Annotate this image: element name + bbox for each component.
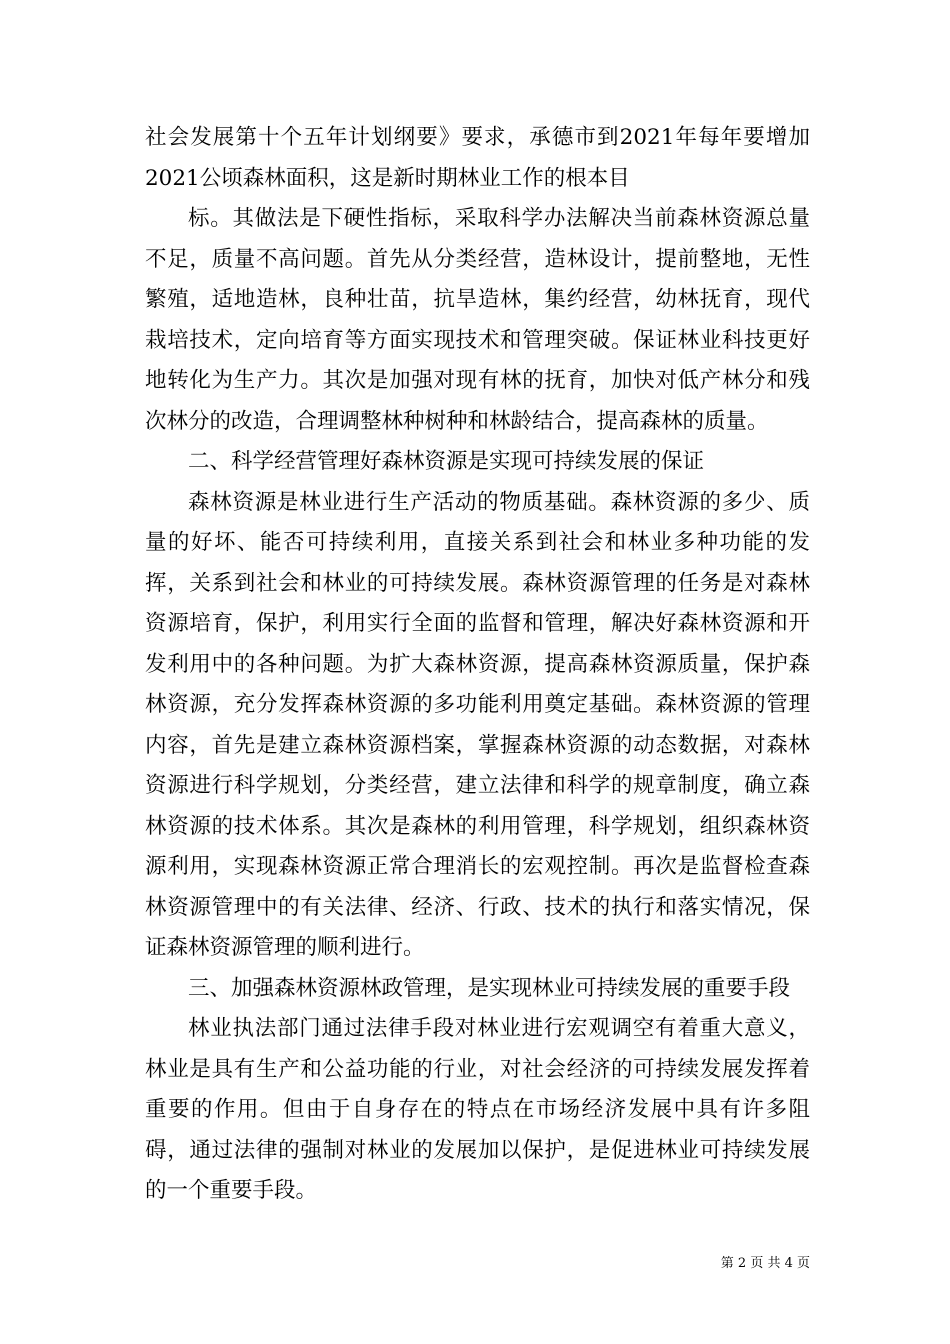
document-body [145,118,810,1212]
paragraph-2: 标。其做法是下硬性指标，采取科学办法解决当前森林资源总量不足，质量不高问题。首先从分类经营，造林设计，提前整地，无性繁殖，适地造林，良种壮苗，抗旱造林，集约经营，幼林抚育，现代栽培技术，定向培育等方面实现技术和管理突破。保证林业科技更好地转化为生产力。其次是加强对现有林的抚育，加快对低产林分和残次林分的改造，合理调整林种树种和林龄结合，提高森林的质量。 [145,206,810,434]
section-heading-3: 三、加强森林资源林政管理，是实现林业可持续发展的重要手段 [188,975,791,1001]
section-heading-2: 二、科学经营管理好森林资源是实现可持续发展的保证 [188,449,705,474]
paragraph-4: 林业执法部门通过法律手段对林业进行宏观调空有着重大意义，林业是具有生产和公益功能的行业，对社会经济的可持续发展发挥着重要的作用。但由于自身存在的特点在市场经济发展中具有许多阻碍，通过法律的强制对林业的发展加以保护，是促进林业可持续发展的一个重要手段。 [145,1016,810,1203]
page-number: 第 2 页 共 4 页 [720,1256,810,1271]
paragraph-1: 社会发展第十个五年计划纲要》要求，承德市到2021年每年要增加2021公顷森林面积，这是新时期林业工作的根本目 [145,125,810,191]
paragraph-3: 森林资源是林业进行生产活动的物质基础。森林资源的多少、质量的好坏、能否可持续利用，直接关系到社会和林业多种功能的发挥，关系到社会和林业的可持续发展。森林资源管理的任务是对森林资源培育，保护，利用实行全面的监督和管理，解决好森林资源和开发利用中的各种问题。为扩大森林资源，提高森林资源质量，保护森林资源，充分发挥森林资源的多功能利用奠定基础。森林资源的管理内容，首先是建立森林资源档案，掌握森林资源的动态数据，对森林资源进行科学规划，分类经营，建立法律和科学的规章制度，确立森林资源的技术体系。其次是森林的利用管理，科学规划，组织森林资源利用，实现森林资源正常合理消长的宏观控制。再次是监督检查森林资源管理中的有关法律、经济、行政、技术的执行和落实情况，保证森林资源管理的顺利进行。 [145,489,810,960]
